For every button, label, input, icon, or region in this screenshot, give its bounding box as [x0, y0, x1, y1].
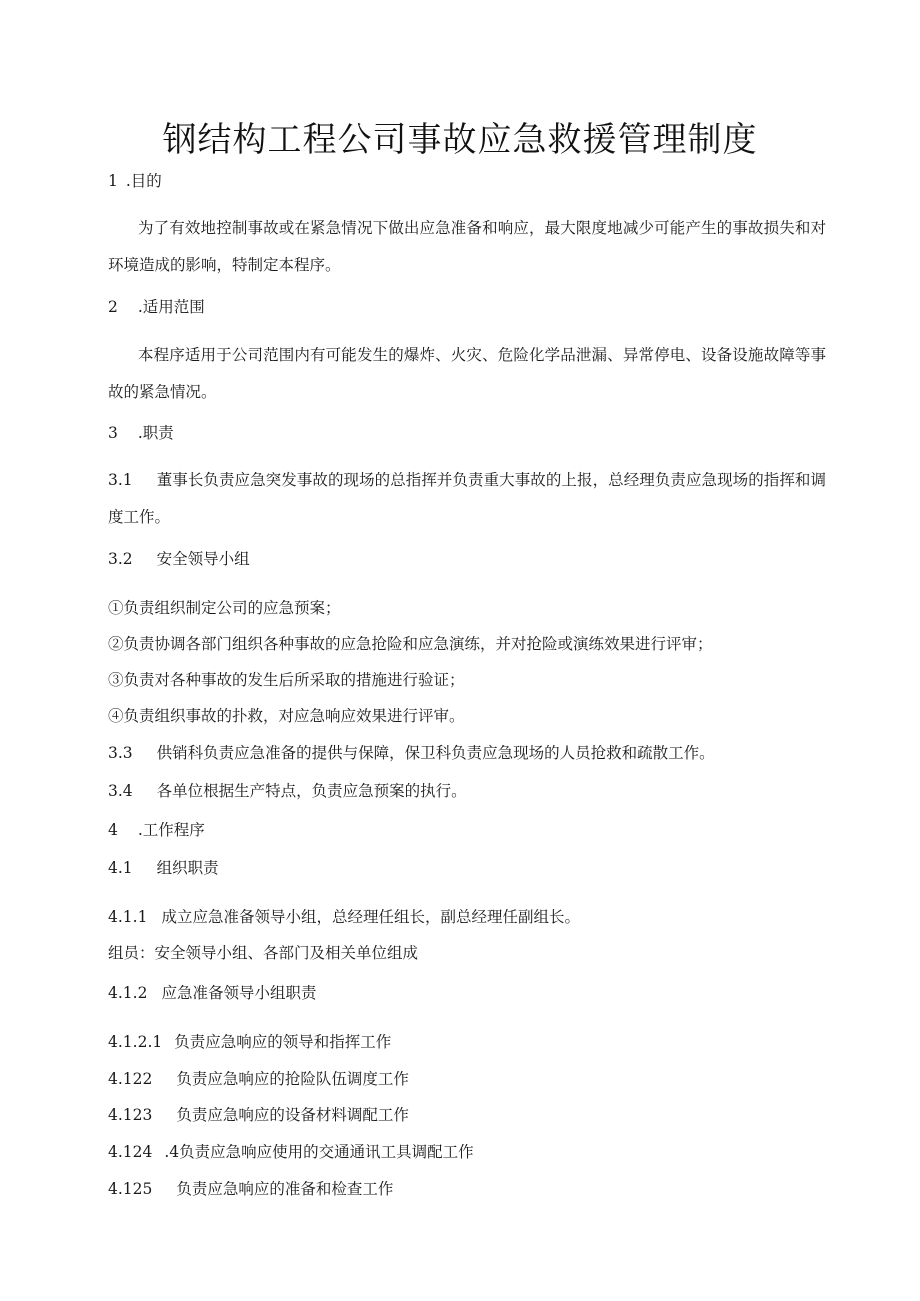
- section-label: .职责: [137, 424, 174, 442]
- section-3-4: [108, 781, 467, 801]
- paragraph-text: 各单位根据生产特点，负责应急预案的执行。: [156, 782, 467, 800]
- list-item: ②负责协调各部门组织各种事故的应急抢险和应急演练，并对抢险或演练效果进行评审；: [108, 635, 713, 653]
- section-2-heading: [108, 297, 205, 317]
- section-1-heading: [108, 171, 162, 191]
- list-item: ③负责对各种事故的发生后所采取的措施进行验证；: [108, 671, 465, 689]
- section-number: 4.123: [108, 1106, 153, 1124]
- section-number: 1: [108, 172, 118, 190]
- section-label: 组织职责: [156, 859, 219, 877]
- section-number: 3.4: [108, 782, 133, 800]
- section-4-1-2-1: [108, 1032, 391, 1052]
- section-number: 4.1: [108, 859, 133, 877]
- section-number: 4.1.2: [108, 984, 148, 1002]
- paragraph-text: 成立应急准备领导小组，总经理任组长，副总经理任副组长。: [161, 908, 580, 926]
- paragraph-text: 负责应急响应的领导和指挥工作: [174, 1033, 392, 1051]
- section-number: 4.122: [108, 1070, 153, 1088]
- paragraph-text: 负责应急响应的抢险队伍调度工作: [176, 1070, 409, 1088]
- section-number: 3.2: [108, 550, 133, 568]
- paragraph-text: 董事长负责应急突发事故的现场的总指挥并负责重大事故的上报，总经理负责应急现场的指挥和调度工作。: [108, 471, 826, 526]
- section-number: 3.1: [108, 471, 133, 489]
- section-3-heading: [108, 423, 174, 443]
- section-number: 4.124: [108, 1143, 153, 1161]
- section-4-1-2-5: [108, 1179, 393, 1199]
- section-label: 安全领导小组: [156, 550, 250, 568]
- paragraph-3-1: [108, 462, 826, 536]
- section-4-1-2-3: [108, 1105, 409, 1125]
- section-4-1-2-4: [108, 1142, 474, 1162]
- section-number: 4.1.2.1: [108, 1033, 163, 1051]
- list-item: ④负责组织事故的扑救，对应急响应效果进行评审。: [108, 707, 465, 725]
- paragraph-text: .4负责应急响应使用的交通通讯工具调配工作: [164, 1143, 474, 1161]
- section-4-1-heading: [108, 858, 219, 878]
- section-number: 2: [108, 298, 118, 316]
- section-number: 4.125: [108, 1180, 153, 1198]
- section-label: 应急准备领导小组职责: [161, 984, 317, 1002]
- section-3-2-heading: [108, 549, 250, 569]
- paragraph-text: 负责应急响应的设备材料调配工作: [176, 1106, 409, 1124]
- section-label: .适用范围: [137, 298, 205, 316]
- paragraph-text: 负责应急响应的准备和检查工作: [176, 1180, 394, 1198]
- section-3-3: [108, 743, 715, 763]
- section-label: .目的: [125, 172, 162, 190]
- section-4-1-2-2: [108, 1069, 409, 1089]
- section-number: 3: [108, 424, 118, 442]
- section-label: .工作程序: [137, 821, 205, 839]
- section-number: 4.1.1: [108, 908, 148, 926]
- section-4-heading: [108, 820, 205, 840]
- list-item: ①负责组织制定公司的应急预案；: [108, 599, 341, 617]
- section-4-1-1: [108, 907, 580, 927]
- section-4-1-2-heading: [108, 983, 316, 1003]
- section-number: 4: [108, 821, 118, 839]
- paragraph-scope: 本程序适用于公司范围内有可能发生的爆炸、火灾、危险化学品泄漏、异常停电、设备设施故障等事故的紧急情况。: [108, 346, 826, 401]
- paragraph-purpose: 为了有效地控制事故或在紧急情况下做出应急准备和响应，最大限度地减少可能产生的事故损失和对环境造成的影响，特制定本程序。: [108, 219, 826, 274]
- document-title: 钢结构工程公司事故应急救援管理制度: [162, 120, 758, 160]
- members-line: 组员：安全领导小组、各部门及相关单位组成: [108, 944, 419, 962]
- paragraph-text: 供销科负责应急准备的提供与保障，保卫科负责应急现场的人员抢救和疏散工作。: [156, 744, 715, 762]
- section-number: 3.3: [108, 744, 133, 762]
